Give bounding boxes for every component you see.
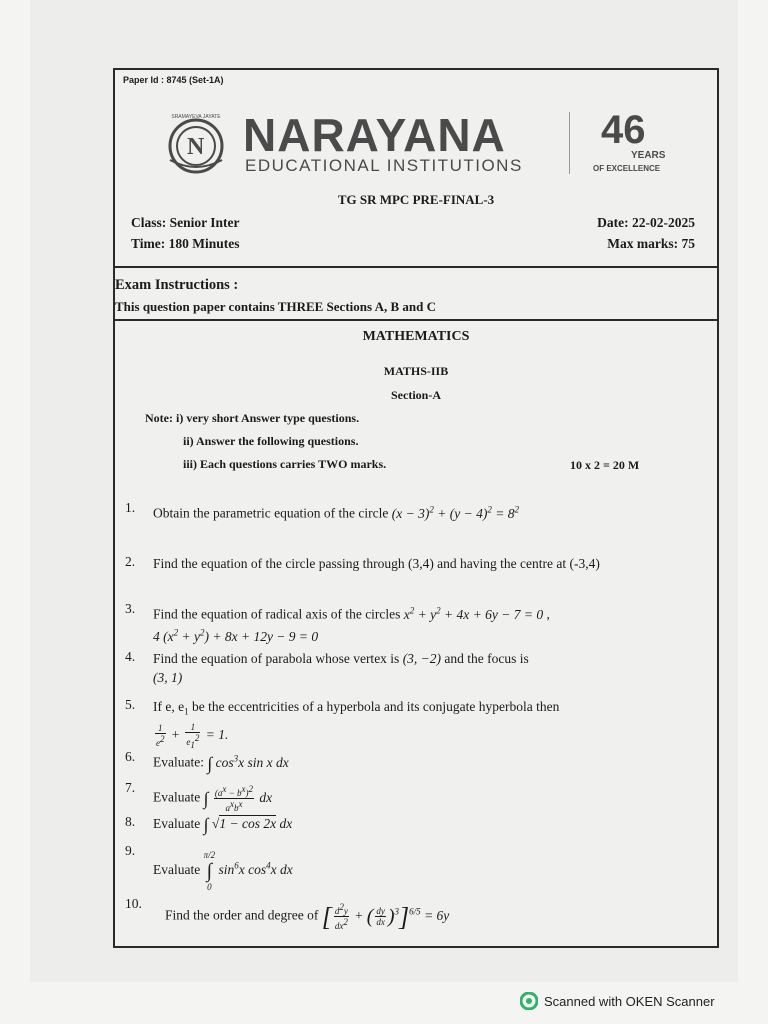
question-number: 4.: [125, 649, 136, 664]
subject-title: MATHEMATICS: [362, 329, 470, 344]
years-word: YEARS: [631, 150, 666, 161]
narayana-emblem-logo: [157, 110, 235, 180]
question-text: Evaluate:: [153, 754, 208, 770]
question-text: Find the equation of radical axis of the circles: [153, 606, 404, 622]
note-line-1: Note: i) very short Answer type questions.: [145, 411, 360, 425]
math-expression: ∫ $\cos^3x$ sin x dx: [207, 752, 289, 773]
question-text: Evaluate: [153, 789, 204, 805]
years-badge: [593, 110, 673, 176]
logo-divider: [569, 112, 570, 174]
question-text: Evaluate: [153, 862, 204, 878]
question-text: If e, e: [153, 699, 185, 714]
scanner-watermark: [520, 992, 715, 1010]
note-line-2: ii) Answer the following questions.: [183, 434, 359, 448]
years-subtitle: OF EXCELLENCE: [593, 164, 661, 173]
brand-name: NARAYANA: [243, 109, 506, 161]
question-number: 10.: [125, 896, 142, 911]
marks-allocation: 10 x 2 = 20 M: [570, 458, 640, 472]
question-text: Find the equation of the circle passing through (3,4) and having the centre at (-3,4): [153, 556, 600, 571]
math-expression: $\frac{1}{e^2}$ + $\frac{1}{e_1^2}$ = 1.: [156, 721, 229, 750]
question-text: Evaluate: [153, 816, 204, 831]
exam-title: TG SR MPC PRE-FINAL-3: [337, 192, 495, 207]
question-text: Find the equation of parabola whose vertex is: [153, 651, 403, 666]
math-expression: ∫ $\frac{(a^x - b^x)^2}{a^xb^x}$ dx: [203, 784, 273, 813]
math-expression: [ $\frac{d^2y}{dx^2}$ + ( $\frac{dy}{dx}$ )$^3$]$^{6/5}$ = 6y: [321, 902, 450, 931]
paper-code: MATHS-IIB: [383, 364, 449, 378]
brand-subtitle: EDUCATIONAL INSTITUTIONS: [245, 156, 523, 175]
math-expression: (3, 1): [153, 670, 183, 685]
max-marks-line: Max marks: 75: [607, 236, 695, 251]
section-title: Section-A: [391, 388, 441, 402]
note-line-3: iii) Each questions carries TWO marks.: [183, 457, 387, 471]
math-expression: 4 $(x^2 + y^2) + 8x + 12y - 9 = 0$: [153, 627, 319, 644]
instructions-body: This question paper contains THREE Sections A, B and C: [115, 299, 436, 314]
math-expression: $(x - 3)^2 + (y - 4)^2 = 8^2$: [391, 504, 519, 521]
question-text-2: and the focus is: [441, 651, 529, 666]
date-line: Date: 22-02-2025: [597, 215, 695, 230]
question-number: 5.: [125, 697, 136, 712]
question-number: 3.: [125, 601, 136, 616]
math-expression: ∫ √1 − cos 2x dx: [203, 814, 293, 835]
divider-top: [115, 266, 717, 268]
math-expression: $x^2 + y^2 + 4x + 6y - 7 = 0$: [403, 605, 544, 622]
question-text: Obtain the parametric equation of the circle: [153, 505, 392, 521]
scanner-text: Scanned with OKEN Scanner: [544, 993, 715, 1009]
question-number: 9.: [125, 843, 136, 858]
question-text-2: be the eccentricities of a hyperbola and its conjugate hyperbola then: [188, 699, 560, 714]
question-number: 8.: [125, 814, 136, 829]
question-number: 6.: [125, 749, 136, 764]
question-paper: Paper Id : 8745 (Set-1A) N SRAMAYEVA JAYATE NARAYANA EDUCATIONAL INSTITUTIONS 46 YEARS OF EXCELLENCE TG SR MPC PRE-FINAL-3 Class: Senior Inter Time: 180 Minutes Date: 22-02-2025 Max marks: 75 Exam Instructions : This question paper contains THREE Sections A, B and C MATHEMATICS MATHS-IIB Section-A Note: i) very short Answer type questions. ii) Answer the following questions. iii) Each questions carries TWO marks. 10 x 2 = 20 M 1. Obtain the parametric equation of the circle $(x - 3)^2 + (y - 4)^2 = 8^2$ 2. Find the equation of the circle passing through (3,4) and having the centre at (-3,4) 3. Find the equation of radical axis of the circles $x^2 + y^2 + 4x + 6y - 7 = 0$ , 4 $(x^2 + y^2) + 8x + 12y - 9 = 0$ 4. Find the equation of parabola whose vertex is (3, −2) and the focus is (3, 1) 5. If e, $e_1$ be the eccentricities of a hyperbola and its conjugate hyperbola then $\frac{1}{e^2}$ + $\frac{1}{e_1^2}$ = 1. 6. Evaluate: ∫ $\cos^3x$ sin x dx 7. Evaluate ∫ $\frac{(a^x - b^x)^2}{a^xb^x}$ dx 8. Evaluate ∫ √1 − cos 2x dx 9. Evaluate π/2 ∫ 0 $\sin^6x$ $\cos^4x$ dx 10. Find the order and degree of [ $\frac{d^2y}{dx^2}$ + ( $\frac{dy}{dx}$ )$^3$]$^{6/5}$ = 6y: [113, 68, 719, 948]
oken-scanner-icon: [520, 992, 538, 1010]
emblem-motto: SRAMAYEVA JAYATE: [171, 114, 221, 120]
question-text: Find the order and degree of: [165, 907, 322, 923]
scanned-page: [30, 0, 738, 982]
divider-bottom: [115, 319, 717, 321]
paper-id: Paper Id : 8745 (Set-1A): [123, 75, 224, 85]
math-expression: π/2 ∫ 0 $\sin^6x$ $\cos^4x$ dx: [203, 850, 293, 892]
class-line: Class: Senior Inter: [131, 215, 240, 230]
question-number: 2.: [125, 554, 136, 569]
question-number: 1.: [125, 500, 136, 515]
time-line: Time: 180 Minutes: [131, 236, 240, 251]
years-number: 46: [601, 108, 646, 152]
math-expression: (3, −2): [402, 651, 442, 666]
instructions-title: Exam Instructions :: [115, 277, 239, 293]
svg-text:N: N: [187, 134, 205, 160]
question-number: 7.: [125, 780, 136, 795]
